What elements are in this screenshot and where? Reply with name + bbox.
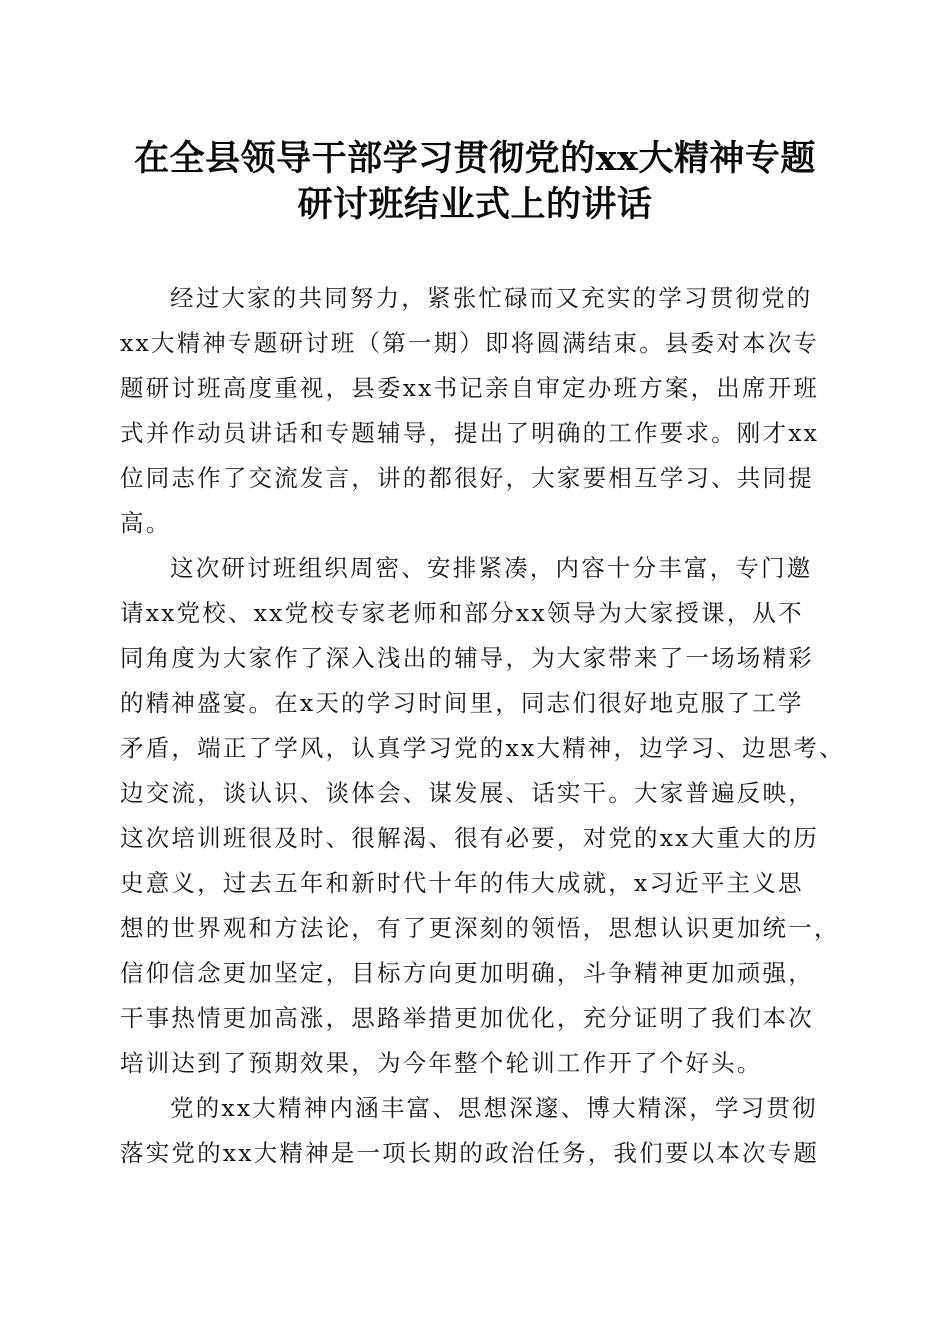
paragraph-line: 高。	[120, 509, 172, 537]
paragraph-1	[120, 276, 834, 546]
paragraph-line: 位同志作了交流发言，讲的都很好，大家要相互学习、共同提	[120, 464, 814, 492]
paragraph-line: 史意义，过去五年和新时代十年的伟大成就，x习近平主义思	[120, 869, 804, 897]
paragraph-line: 边交流，谈认识、谈体会、谋发展、话实干。大家普遍反映，	[120, 779, 814, 807]
paragraph-line: 党的xx大精神内涵丰富、思想深邃、博大精深，学习贯彻	[170, 1094, 818, 1122]
paragraph-line: 培训达到了预期效果，为今年整个轮训工作开了个好头。	[120, 1049, 763, 1077]
title-line-1: 在全县领导干部学习贯彻党的xx大精神专题	[134, 138, 816, 179]
paragraph-line: 请xx党校、xx党校专家老师和部分xx领导为大家授课，从不	[120, 599, 804, 627]
paragraph-line: 的精神盛宴。在x天的学习时间里，同志们很好地克服了工学	[120, 689, 804, 717]
paragraph-line: 这次研讨班组织周密、安排紧凑，内容十分丰富，专门邀	[170, 554, 813, 582]
paragraph-line: 题研讨班高度重视，县委xx书记亲自审定办班方案，出席开班	[120, 374, 820, 402]
paragraph-line: 干事热情更加高涨，思路举措更加优化，充分证明了我们本次	[120, 1004, 814, 1032]
paragraph-2	[120, 546, 845, 1086]
paragraph-line: 经过大家的共同努力，紧张忙碌而又充实的学习贯彻党的	[170, 284, 813, 312]
paragraph-line: 式并作动员讲话和专题辅导，提出了明确的工作要求。刚才xx	[120, 419, 820, 447]
paragraph-line: 信仰信念更加坚定，目标方向更加明确，斗争精神更加顽强，	[120, 959, 814, 987]
document-title	[100, 136, 850, 228]
paragraph-line: 这次培训班很及时、很解渴、很有必要，对党的xx大重大的历	[120, 824, 820, 852]
document-body	[120, 276, 845, 1176]
paragraph-line: 矛盾，端正了学风，认真学习党的xx大精神，边学习、边思考、	[120, 734, 845, 762]
paragraph-line: 同角度为大家作了深入浅出的辅导，为大家带来了一场场精彩	[120, 644, 814, 672]
paragraph-3	[120, 1086, 834, 1176]
paragraph-line: 想的世界观和方法论，有了更深刻的领悟，思想认识更加统一，	[120, 914, 840, 942]
paragraph-line: 落实党的xx大精神是一项长期的政治任务，我们要以本次专题	[120, 1139, 820, 1167]
title-line-2: 研讨班结业式上的讲话	[297, 184, 653, 225]
paragraph-line: xx大精神专题研讨班（第一期）即将圆满结束。县委对本次专	[120, 329, 820, 357]
